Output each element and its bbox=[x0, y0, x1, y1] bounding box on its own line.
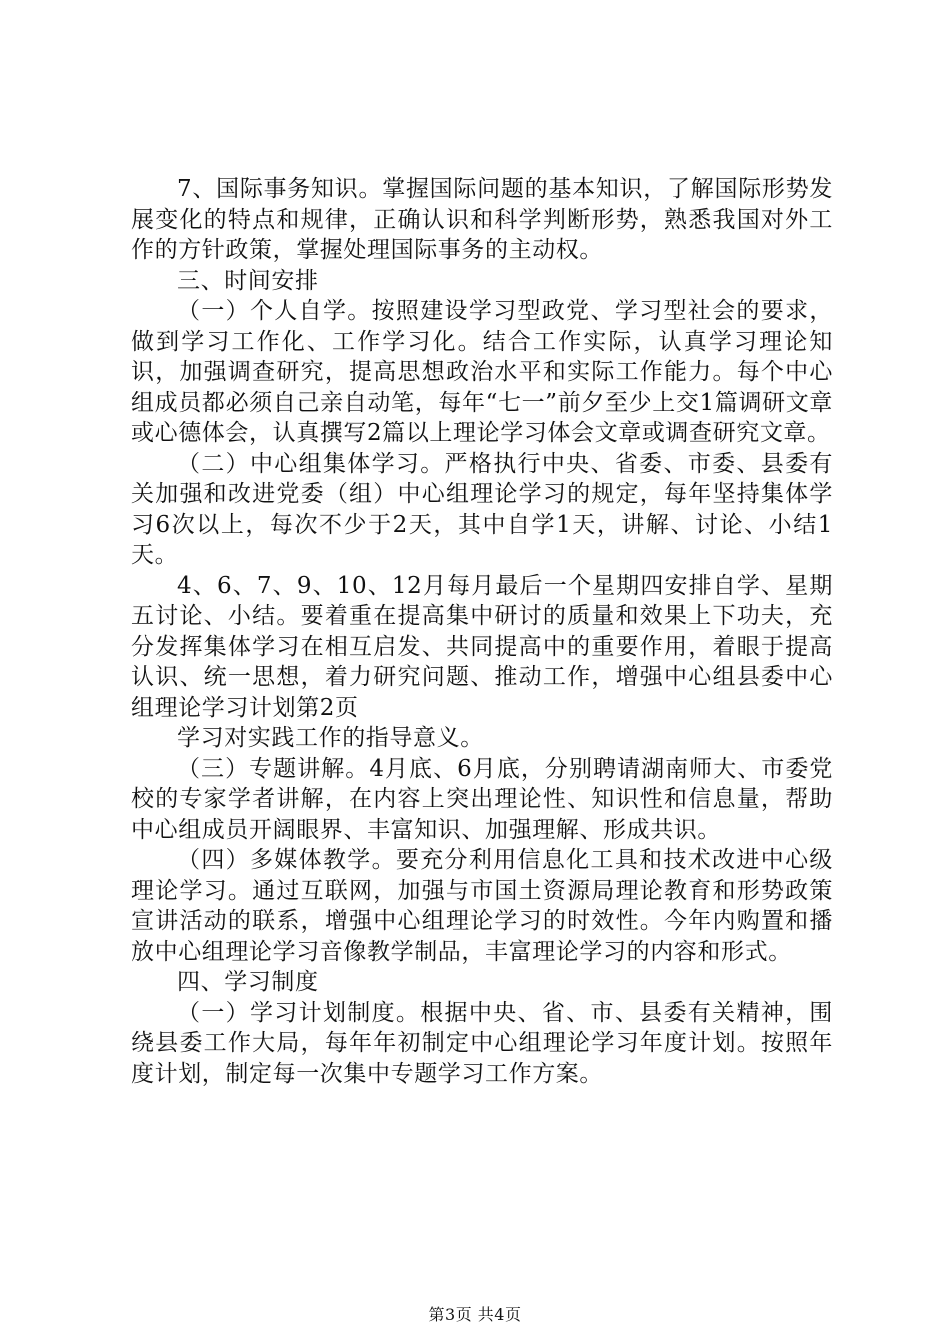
paragraph-practice-guidance: 学习对实践工作的指导意义。 bbox=[177, 725, 484, 751]
paragraph-special-lectures: （三）专题讲解。4月底、6月底，分别聘请湖南师大、市委党校的专家学者讲解，在内容上突出理论性、知识性和信息量，帮助中心组成员开阔眼界、丰富知识、加强理解、形成共识。 bbox=[131, 755, 833, 843]
paragraph-multimedia-teaching: （四）多媒体教学。要充分利用信息化工具和技术改进中心级理论学习。通过互联网，加强与市国土资源局理论教育和形势政策宣讲活动的联系，增强中心组理论学习的时效性。今年内购置和播放中心组理论学习音像教学制品，丰富理论学习的内容和形式。 bbox=[131, 847, 833, 965]
heading-study-system: 四、学习制度 bbox=[177, 969, 319, 995]
paragraph-self-study: （一）个人自学。按照建设学习型政党、学习型社会的要求，做到学习工作化、工作学习化。结合工作实际，认真学习理论知识，加强调查研究，提高思想政治水平和实际工作能力。每个中心组成员都必须自己亲自动笔，每年“七一”前夕至少上交1篇调研文章或心德体会，认真撰写2篇以上理论学习体会文章或调查研究文章。 bbox=[131, 298, 833, 446]
paragraph-international-affairs: 7、国际事务知识。掌握国际问题的基本知识，了解国际形势发展变化的特点和规律，正确认识和科学判断形势，熟悉我国对外工作的方针政策，掌握处理国际事务的主动权。 bbox=[131, 176, 833, 263]
page-number-footer: 第3页 共4页 bbox=[428, 1305, 522, 1324]
paragraph-study-plan-system: （一）学习计划制度。根据中央、省、市、县委有关精神，围绕县委工作大局，每年年初制定中心组理论学习年度计划。按照年度计划，制定每一次集中专题学习工作方案。 bbox=[131, 999, 833, 1087]
heading-time-schedule: 三、时间安排 bbox=[177, 267, 319, 294]
document-body bbox=[131, 174, 833, 1089]
paragraph-monthly-schedule: 4、6、7、9、10、12月每月最后一个星期四安排自学、星期五讨论、小结。要着重在提高集中研讨的质量和效果上下功夫，充分发挥集体学习在相互启发、共同提高中的重要作用，着眼于提高认识、统一思想，着力研究问题、推动工作，增强中心组县委中心组理论学习计划第2页 bbox=[131, 572, 833, 721]
paragraph-group-study: （二）中心组集体学习。严格执行中央、省委、市委、县委有关加强和改进党委（组）中心组理论学习的规定，每年坚持集体学习6次以上，每次不少于2天，其中自学1天，讲解、讨论、小结1天。 bbox=[131, 450, 833, 568]
